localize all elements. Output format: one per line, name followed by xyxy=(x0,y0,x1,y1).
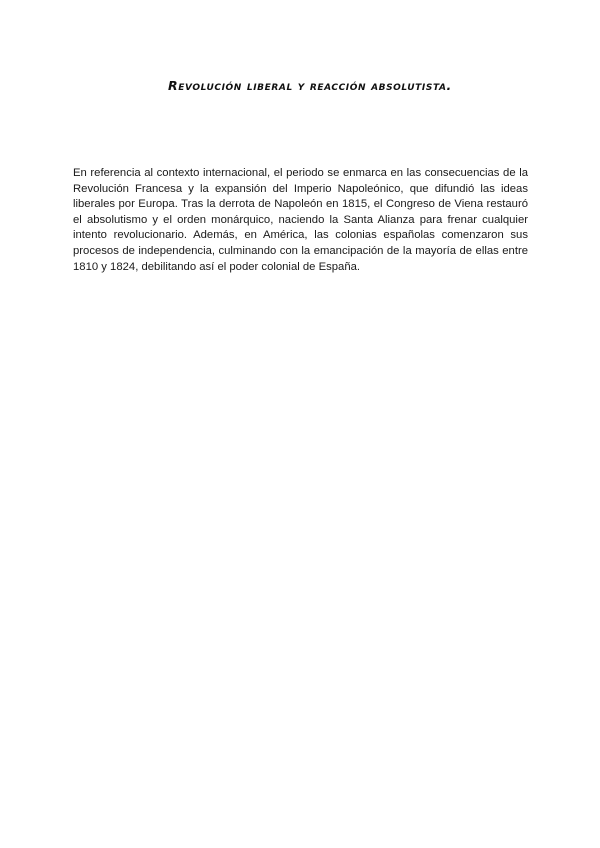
body-paragraph: En referencia al contexto internacional, el periodo se enmarca en las consecuencias de la Revolución Francesa y la expansión del Imperio Napoleónico, que difundió las ideas liberales por Europa. Tras la derrota de Napoleón en 1815, el Congreso de Viena restauró el absolutismo y el orden monárquico, naciendo la Santa Alianza para frenar cualquier intento revolucionario. Además, en América, las colonias españolas comenzaron sus procesos de independencia, culminando con la emancipación de la mayoría de ellas entre 1810 y 1824, debilitando así el poder colonial de España. xyxy=(73,167,528,273)
document-title: Revolución liberal y reacción absolutista. xyxy=(168,78,452,93)
